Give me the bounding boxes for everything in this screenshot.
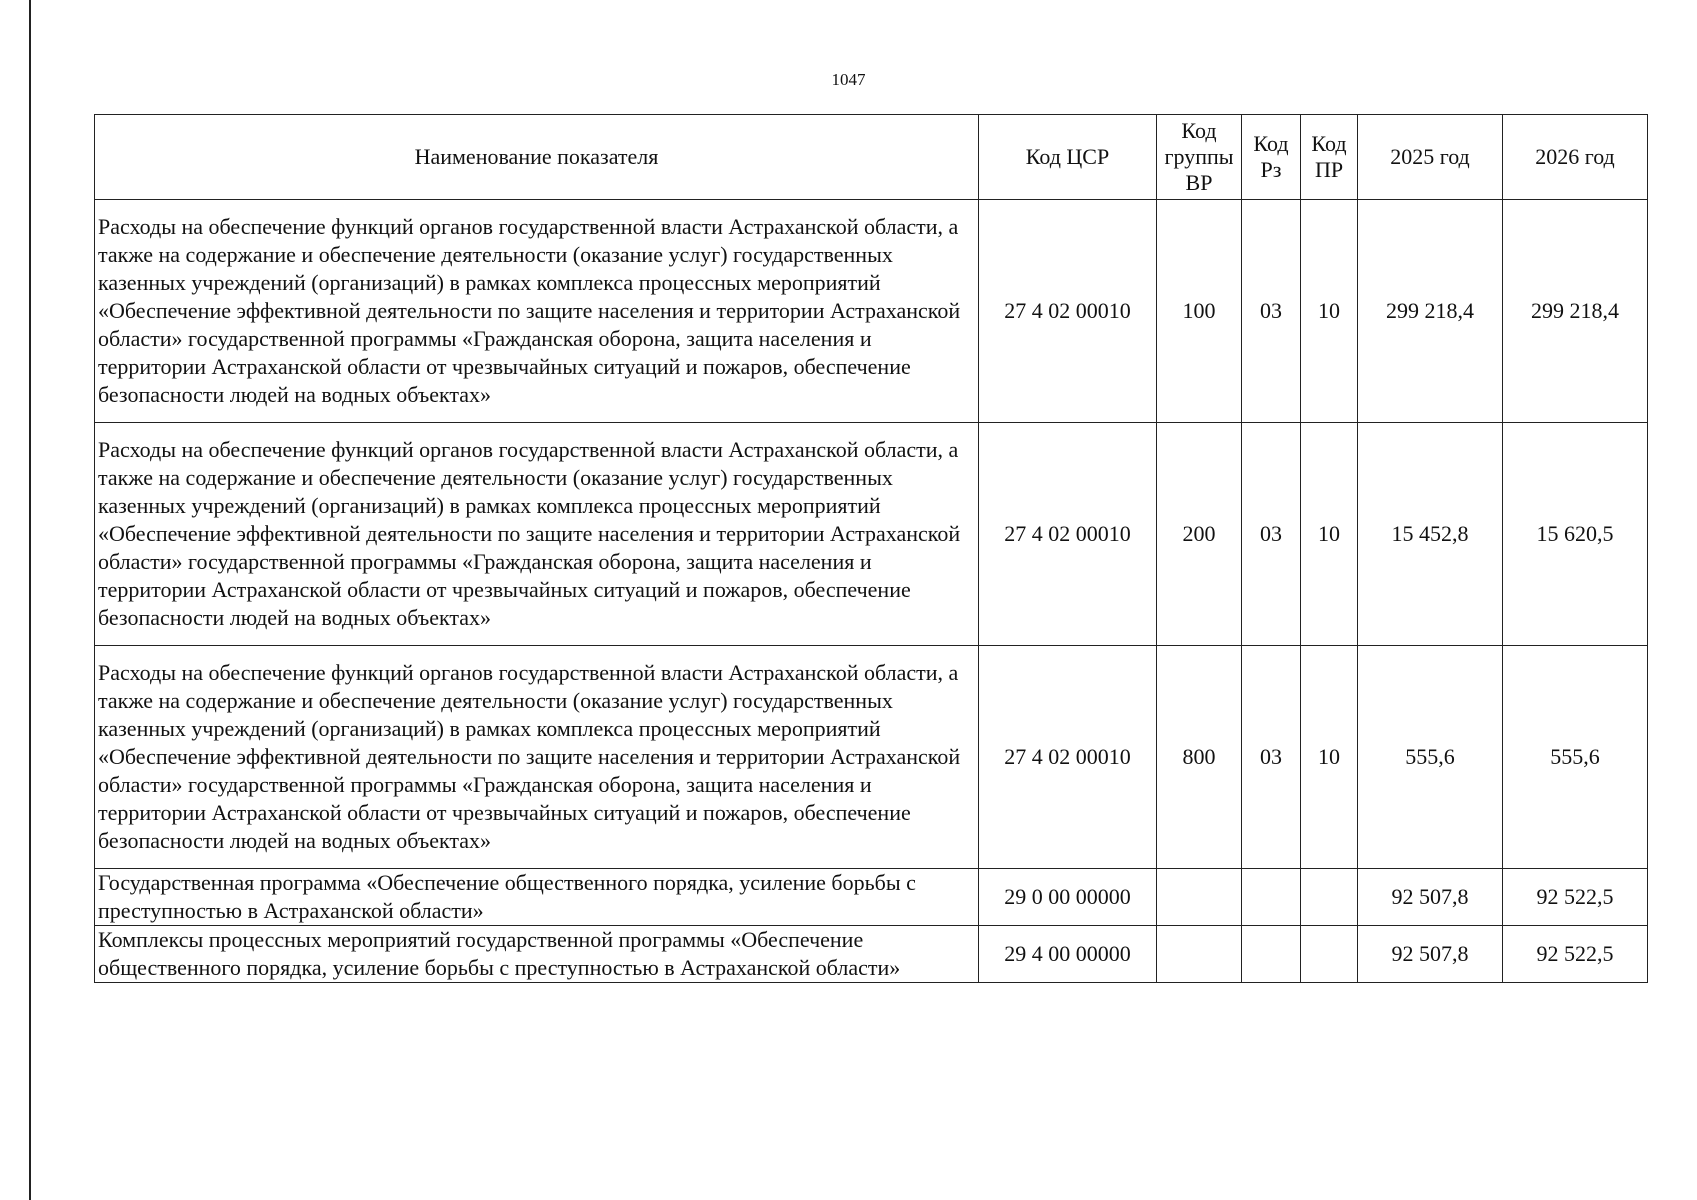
table-row (95, 926, 1648, 983)
cell-2025: 15 452,8 (1358, 423, 1503, 646)
cell-2025: 555,6 (1358, 646, 1503, 869)
table-row (95, 646, 1648, 869)
cell-name: Расходы на обеспечение функций органов государственной власти Астраханской области, а также на содержание и обеспечение деятельности (оказание услуг) государственных казенных учреждений (организаций) в рамках комплекса процессных мероприятий «Обеспечение эффективной деятельности по защите населения и территории Астраханской области» государственной программы «Гражданская оборона, защита населения и территории Астраханской области от чрезвычайных ситуаций и пожаров, обеспечение безопасности людей на водных объектах» (95, 423, 979, 646)
cell-name: Расходы на обеспечение функций органов государственной власти Астраханской области, а также на содержание и обеспечение деятельности (оказание услуг) государственных казенных учреждений (организаций) в рамках комплекса процессных мероприятий «Обеспечение эффективной деятельности по защите населения и территории Астраханской области» государственной программы «Гражданская оборона, защита населения и территории Астраханской области от чрезвычайных ситуаций и пожаров, обеспечение безопасности людей на водных объектах» (95, 200, 979, 423)
cell-csr: 27 4 02 00010 (979, 423, 1157, 646)
cell-csr: 27 4 02 00010 (979, 200, 1157, 423)
header-csr: Код ЦСР (979, 115, 1157, 200)
cell-csr: 29 4 00 00000 (979, 926, 1157, 983)
cell-pr (1301, 869, 1358, 926)
cell-rz: 03 (1242, 200, 1301, 423)
table-row (95, 869, 1648, 926)
cell-2025: 299 218,4 (1358, 200, 1503, 423)
cell-rz (1242, 926, 1301, 983)
cell-2025: 92 507,8 (1358, 869, 1503, 926)
cell-pr: 10 (1301, 200, 1358, 423)
table-row (95, 423, 1648, 646)
header-rz: Код Рз (1242, 115, 1301, 200)
cell-pr: 10 (1301, 646, 1358, 869)
cell-2026: 92 522,5 (1503, 926, 1648, 983)
cell-2026: 555,6 (1503, 646, 1648, 869)
cell-2026: 15 620,5 (1503, 423, 1648, 646)
cell-rz (1242, 869, 1301, 926)
cell-csr: 27 4 02 00010 (979, 646, 1157, 869)
cell-pr (1301, 926, 1358, 983)
cell-2026: 299 218,4 (1503, 200, 1648, 423)
header-name: Наименование показателя (95, 115, 979, 200)
header-2025: 2025 год (1358, 115, 1503, 200)
cell-name: Государственная программа «Обеспечение общественного порядка, усиление борьбы с преступностью в Астраханской области» (95, 869, 979, 926)
cell-name: Расходы на обеспечение функций органов государственной власти Астраханской области, а также на содержание и обеспечение деятельности (оказание услуг) государственных казенных учреждений (организаций) в рамках комплекса процессных мероприятий «Обеспечение эффективной деятельности по защите населения и территории Астраханской области» государственной программы «Гражданская оборона, защита населения и территории Астраханской области от чрезвычайных ситуаций и пожаров, обеспечение безопасности людей на водных объектах» (95, 646, 979, 869)
cell-2025: 92 507,8 (1358, 926, 1503, 983)
cell-2026: 92 522,5 (1503, 869, 1648, 926)
header-2026: 2026 год (1503, 115, 1648, 200)
budget-table (94, 114, 1648, 983)
cell-vr (1157, 926, 1242, 983)
page-number: 1047 (831, 70, 866, 89)
cell-pr: 10 (1301, 423, 1358, 646)
table-row (95, 200, 1648, 423)
cell-rz: 03 (1242, 646, 1301, 869)
cell-vr: 200 (1157, 423, 1242, 646)
cell-rz: 03 (1242, 423, 1301, 646)
cell-csr: 29 0 00 00000 (979, 869, 1157, 926)
cell-vr: 800 (1157, 646, 1242, 869)
cell-vr: 100 (1157, 200, 1242, 423)
table-header-row (95, 115, 1648, 200)
header-vr: Код группы ВР (1157, 115, 1242, 200)
left-margin-rule (29, 0, 31, 1200)
cell-vr (1157, 869, 1242, 926)
cell-name: Комплексы процессных мероприятий государственной программы «Обеспечение общественного порядка, усиление борьбы с преступностью в Астраханской области» (95, 926, 979, 983)
header-pr: Код ПР (1301, 115, 1358, 200)
